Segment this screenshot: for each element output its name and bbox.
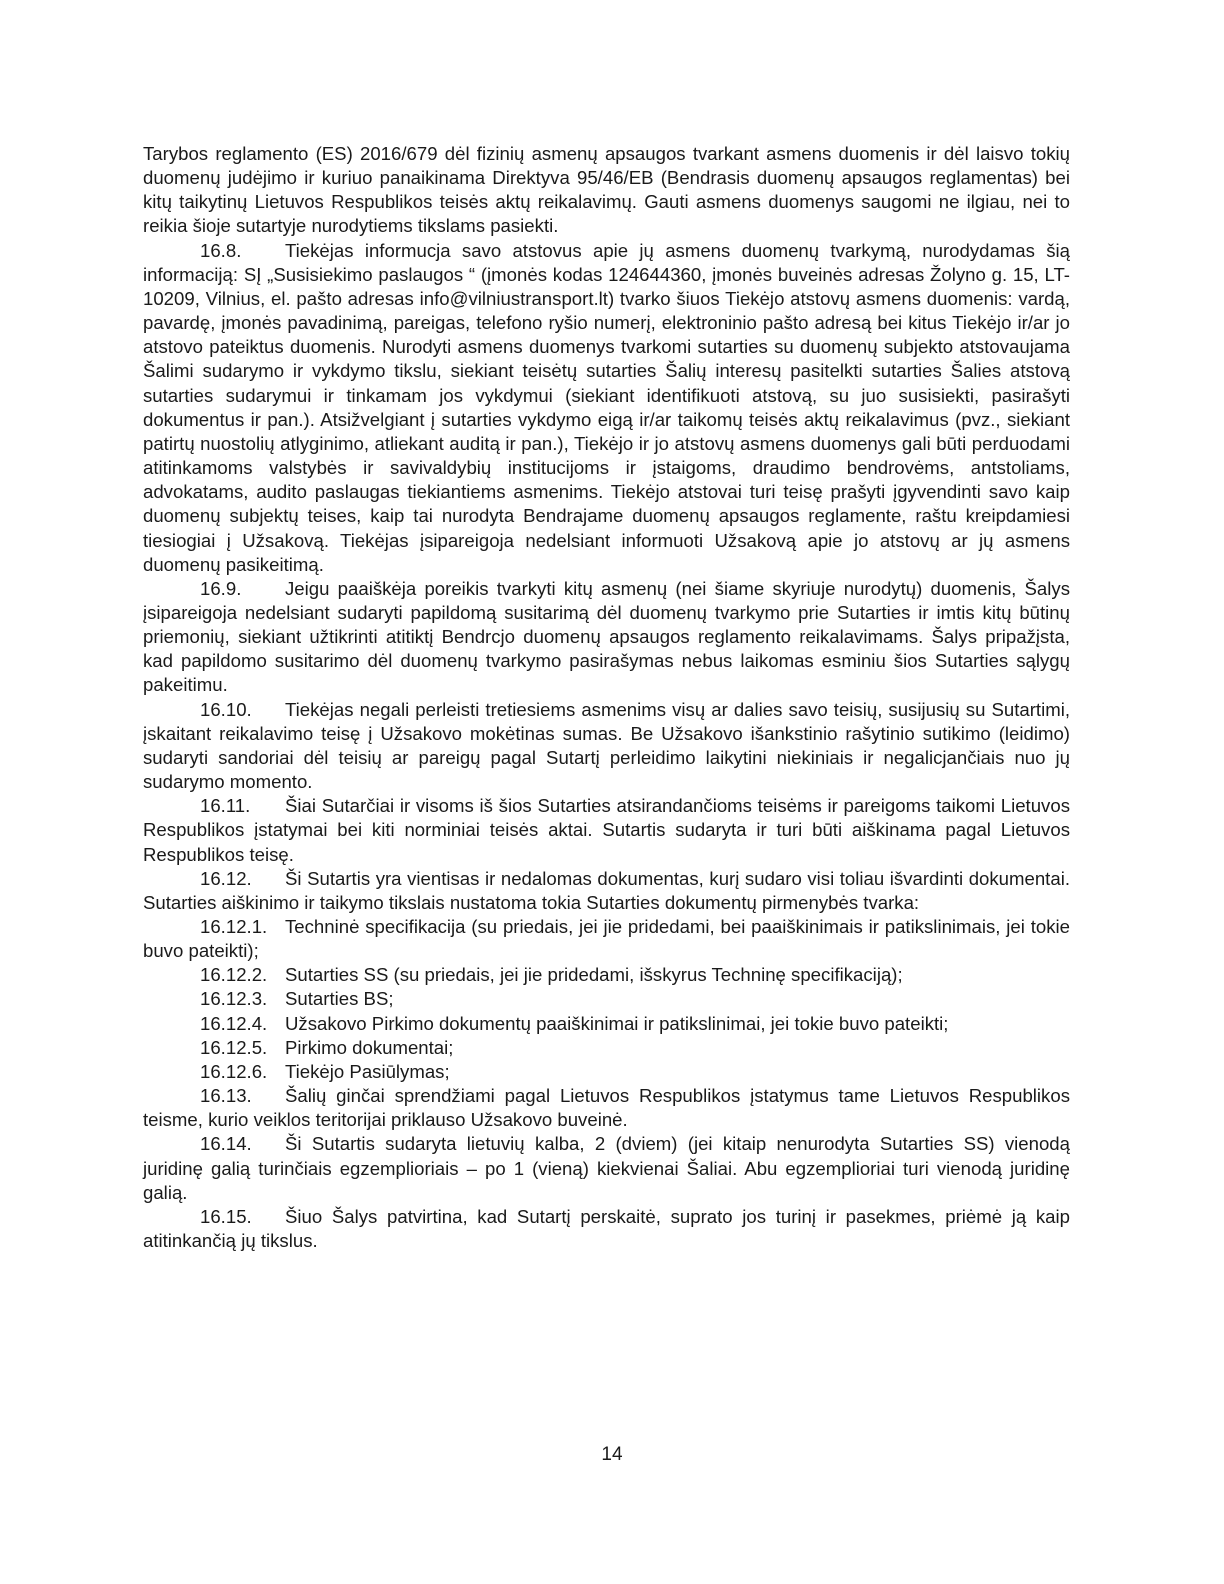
clause-text: Tiekėjo Pasiūlymas;	[285, 1060, 450, 1082]
clause-text: Pirkimo dokumentai;	[285, 1036, 454, 1058]
clause-paragraph	[143, 1060, 1070, 1084]
clause-paragraph	[143, 698, 1070, 795]
clause-number: 16.12.	[200, 867, 252, 889]
clause-text: Šiuo Šalys patvirtina, kad Sutartį perskaitė, suprato jos turinį ir pasekmes, priėmė ją kaip atitinkančią jų tikslus.	[143, 1205, 1070, 1252]
clause-number: 16.12.5.	[200, 1036, 268, 1058]
clause-number: 16.14.	[200, 1133, 252, 1155]
clause-paragraph	[143, 867, 1070, 915]
clause-paragraph	[143, 1084, 1070, 1132]
clause-text: Šiai Sutarčiai ir visoms iš šios Sutarties atsirandančioms teisėms ir pareigoms taikomi Lietuvos Respublikos įstatymai bei kiti norminiai teisės aktai. Sutartis sudaryta ir turi būti aiškinama pagal Lietuvos Respublikos teisę.	[143, 795, 1070, 865]
clause-paragraph	[143, 1205, 1070, 1253]
clause-number: 16.8.	[200, 239, 242, 261]
clause-text: Užsakovo Pirkimo dokumentų paaiškinimai ir patikslinimai, jei tokie buvo pateikti;	[285, 1012, 949, 1034]
clause-number: 16.15.	[200, 1205, 252, 1227]
clause-text: Tiekėjas informucja savo atstovus apie jų asmens duomenų tvarkymą, nurodydamas šią informaciją: SĮ „Susisiekimo paslaugos “ (įmonės kodas 124644360, įmonės buveinės adresas Žolyno g. 15, LT-10209, Vilnius, el. pašto adresas info@vilniustransport.lt) tvarko šiuos Tiekėjo atstovų asmens duomenis: vardą, pavardę, įmonės pavadinimą, pareigas, telefono ryšio numerį, elektroninio pašto adresą bei kitus Tiekėjo ir/ar jo atstovo pateiktus duomenis. Nurodyti asmens duomenys tvarkomi sutarties su duomenų subjekto atstovaujama Šalimi sudarymo ir vykdymo tikslu, siekiant teisėtų sutarties Šalių interesų pasitelkti sutarties Šalies atstovą sutarties sudarymui ir tinkamam jos vykdymui (siekiant identifikuoti atstovą, su juo susisiekti, pasirašyti dokumentus ir pan.). Atsižvelgiant į sutarties vykdymo eigą ir/ar taikomų teisės aktų reikalavimus (pvz., siekiant patirtų nuostolių atlyginimo, atliekant auditą ir pan.), Tiekėjo ir jo atstovų asmens duomenys gali būti perduodami atitinkamoms valstybės ir savivaldybių institucijoms ir įstaigoms, draudimo bendrovėms, antstoliams, advokatams, audito paslaugas tiekiantiems asmenims. Tiekėjo atstovai turi teisę prašyti įgyvendinti savo kaip duomenų subjektų teises, kaip tai nurodyta Bendrajame duomenų apsaugos reglamente, raštu kreipdamiesi tiesiogiai į Užsakovą. Tiekėjas įsipareigoja nedelsiant informuoti Užsakovą apie jo atstovų ar jų asmens duomenų pasikeitimą.	[143, 239, 1070, 575]
clause-paragraph	[143, 239, 1070, 577]
clause-number: 16.12.1.	[200, 916, 268, 937]
clause-number: 16.9.	[200, 577, 242, 599]
clause-number: 16.11.	[200, 795, 251, 817]
clause-number: 16.13.	[200, 1085, 252, 1107]
page-number: 14	[601, 1444, 623, 1465]
clause-paragraph	[143, 577, 1070, 698]
document-body	[143, 142, 1070, 1253]
clause-number: 16.12.2.	[200, 964, 268, 986]
clause-paragraph	[143, 1132, 1070, 1204]
clause-paragraph	[143, 1012, 1070, 1036]
clause-text: Ši Sutartis yra vientisas ir nedalomas dokumentas, kurį sudaro visi toliau išvardinti dokumentai. Sutarties aiškinimo ir taikymo tikslais nustatoma tokia Sutarties dokumentų pirmenybės tvarka:	[143, 867, 1070, 913]
clause-text: Sutarties BS;	[285, 988, 394, 1010]
clause-number: 16.10.	[200, 698, 252, 720]
clause-number: 16.12.4.	[200, 1012, 268, 1034]
clause-paragraph	[143, 794, 1070, 866]
intro-paragraph: Tarybos reglamento (ES) 2016/679 dėl fizinių asmenų apsaugos tvarkant asmens duomenis ir dėl laisvo tokių duomenų judėjimo ir kuriuo panaikinama Direktyva 95/46/EB (Bendrasis duomenų apsaugos reglamentas) bei kitų taikytinų Lietuvos Respublikos teisės aktų reikalavimų. Gauti asmens duomenys saugomi ne ilgiau, nei to reikia šioje sutartyje nurodytiems tikslams pasiekti.	[143, 143, 1070, 237]
clause-text: Jeigu paaiškėja poreikis tvarkyti kitų asmenų (nei šiame skyriuje nurodytų) duomenis, Šalys įsipareigoja nedelsiant sudaryti papildomą susitarimą dėl duomenų tvarkymo prie Sutarties ir imtis kitų būtinų priemonių, siekiant užtikrinti atitiktį Bendrcjo duomenų apsaugos reglamento reikalavimams. Šalys pripažįsta, kad papildomo susitarimo dėl duomenų tvarkymo pasirašymas nebus laikomas esminiu šios Sutarties sąlygų pakeitimu.	[143, 577, 1070, 696]
clause-text: Ši Sutartis sudaryta lietuvių kalba, 2 (dviem) (jei kitaip nenurodyta Sutarties SS) vienodą juridinę galią turinčiais egzemplioriais – po 1 (vieną) kiekvienai Šaliai. Abu egzemplioriai turi vienodą juridinę galią.	[143, 1133, 1070, 1203]
clause-text: Sutarties SS (su priedais, jei jie pridedami, išskyrus Techninę specifikaciją);	[285, 964, 903, 986]
clause-text: Šalių ginčai sprendžiami pagal Lietuvos Respublikos įstatymus tame Lietuvos Respublikos teisme, kurio veiklos teritorijai priklauso Užsakovo buveinė.	[143, 1085, 1070, 1131]
clause-number: 16.12.3.	[200, 988, 268, 1010]
clause-text: Tiekėjas negali perleisti tretiesiems asmenims visų ar dalies savo teisių, susijusių su Sutartimi, įskaitant reikalavimo teisę į Užsakovo mokėtinas sumas. Be Užsakovo išankstinio rašytinio sutikimo (leidimo) sudaryti sandoriai dėl teisių ar pareigų pagal Sutartį perleidimo laikytini niekiniais ir negalicjančiais nuo jų sudarymo momento.	[143, 698, 1070, 793]
clause-paragraph	[143, 1036, 1070, 1060]
clause-number: 16.12.6.	[200, 1060, 268, 1082]
clause-paragraph	[143, 963, 1070, 987]
clause-paragraph	[143, 987, 1070, 1011]
clause-text: Techninė specifikacija (su priedais, jei jie pridedami, bei paaiškinimais ir patikslinimais, jei tokie buvo pateikti);	[143, 916, 1070, 962]
clause-paragraph	[143, 915, 1070, 963]
